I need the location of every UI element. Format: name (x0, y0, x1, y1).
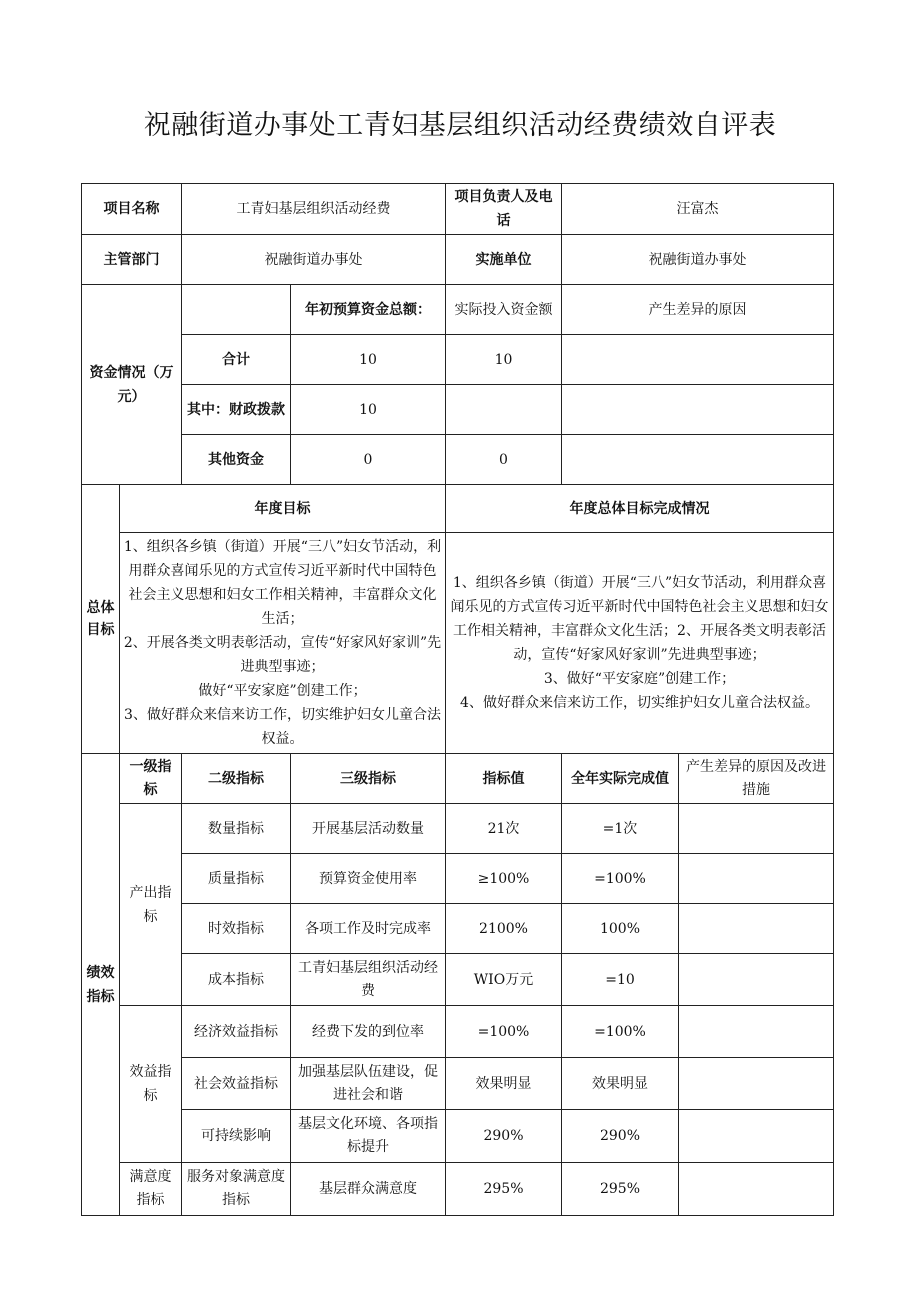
funds-row-actual (446, 385, 562, 435)
goal-done-line: 3、做好“平安家庭”创建工作； (543, 671, 736, 687)
goals-label: 总体目标 (82, 485, 120, 754)
actual-header: 全年实际完成值 (562, 754, 679, 804)
goals-header-row (82, 485, 834, 533)
page-title: 祝融街道办事处工青妇基层组织活动经费绩效自评表 (143, 110, 777, 141)
performance-label: 绩效指标 (82, 754, 120, 1216)
indicator-row (82, 1058, 834, 1110)
indicator-level2: 时效指标 (182, 904, 291, 954)
goals-done-text (446, 533, 834, 754)
indicator-row (82, 1006, 834, 1058)
indicator-level2: 数量指标 (182, 804, 291, 854)
indicator-actual: =100% (562, 1006, 679, 1058)
indicator-value: 290% (446, 1110, 562, 1163)
indicator-actual: 效果明显 (562, 1058, 679, 1110)
funds-budget-header: 年初预算资金总额： (291, 285, 446, 335)
implementer-value: 祝融街道办事处 (562, 235, 834, 285)
funds-row-budget: 0 (291, 435, 446, 485)
project-name-label: 项目名称 (82, 184, 182, 235)
department-row (82, 235, 834, 285)
indicator-value: 21次 (446, 804, 562, 854)
indicator-level1: 效益指标 (120, 1006, 182, 1163)
goals-target-header: 年度目标 (120, 485, 446, 533)
funds-row-budget: 10 (291, 335, 446, 385)
department-value: 祝融街道办事处 (182, 235, 446, 285)
goal-target-line: 3、做好群众来信来访工作，切实维护妇女儿童合法权益。 (124, 707, 441, 747)
funds-row-reason (562, 335, 834, 385)
indicator-value: =100% (446, 1006, 562, 1058)
reason-header: 产生差异的原因及改进措施 (679, 754, 834, 804)
indicator-reason (679, 1058, 834, 1110)
indicator-level3: 加强基层队伍建设，促进社会和谐 (291, 1058, 446, 1110)
funds-row-label: 其中：财政拨款 (182, 385, 291, 435)
indicator-level3: 开展基层活动数量 (291, 804, 446, 854)
self-evaluation-table (81, 183, 834, 1216)
funds-row-label: 合计 (182, 335, 291, 385)
implementer-label: 实施单位 (446, 235, 562, 285)
indicator-row (82, 804, 834, 854)
goals-target-text (120, 533, 446, 754)
funds-row-reason (562, 385, 834, 435)
indicator-level2: 社会效益指标 (182, 1058, 291, 1110)
indicator-level3: 经费下发的到位率 (291, 1006, 446, 1058)
performance-header-row (82, 754, 834, 804)
funds-row (82, 385, 834, 435)
goal-done-line: 4、做好群众来信来访工作，切实维护妇女儿童合法权益。 (460, 695, 819, 711)
project-name-row (82, 184, 834, 235)
indicator-value: WIO万元 (446, 954, 562, 1006)
indicator-level1: 产出指标 (120, 804, 182, 1006)
indicator-level3: 工青妇基层组织活动经费 (291, 954, 446, 1006)
indicator-value: 295% (446, 1163, 562, 1216)
indicator-level2: 服务对象满意度指标 (182, 1163, 291, 1216)
level1-header: 一级指标 (120, 754, 182, 804)
indicator-level1: 满意度指标 (120, 1163, 182, 1216)
indicator-reason (679, 804, 834, 854)
indicator-level3: 预算资金使用率 (291, 854, 446, 904)
indicator-row (82, 904, 834, 954)
indicator-row (82, 854, 834, 904)
funds-blank-cell (182, 285, 291, 335)
indicator-actual: =1次 (562, 804, 679, 854)
funds-row-actual: 0 (446, 435, 562, 485)
goal-target-line: 1、组织各乡镇（街道）开展“三八”妇女节活动，利用群众喜闻乐见的方式宣传习近平新时代中国特色社会主义思想和妇女工作相关精神，丰富群众文化生活； (123, 539, 442, 627)
level2-header: 二级指标 (182, 754, 291, 804)
indicator-level2: 成本指标 (182, 954, 291, 1006)
indicator-row (82, 1110, 834, 1163)
indicator-value: 效果明显 (446, 1058, 562, 1110)
goal-done-line: 1、组织各乡镇（街道）开展“三八”妇女节活动，利用群众喜闻乐见的方式宣传习近平新时代中国特色社会主义思想和妇女工作相关精神，丰富群众文化生活；2、开展各类文明表彰活动，宣传“好家风好家训”先进典型事迹； (450, 575, 829, 663)
level3-header: 三级指标 (291, 754, 446, 804)
indicator-reason (679, 1006, 834, 1058)
indicator-level2: 经济效益指标 (182, 1006, 291, 1058)
project-leader-value: 汪富杰 (562, 184, 834, 235)
indicator-reason (679, 1110, 834, 1163)
funds-row-label: 其他资金 (182, 435, 291, 485)
funds-header-row (82, 285, 834, 335)
indicator-reason (679, 904, 834, 954)
goals-done-header: 年度总体目标完成情况 (446, 485, 834, 533)
indicator-actual: 290% (562, 1110, 679, 1163)
indicator-level3: 基层文化环境、各项指标提升 (291, 1110, 446, 1163)
indicator-actual: 295% (562, 1163, 679, 1216)
funds-label: 资金情况（万元） (82, 285, 182, 485)
funds-reason-header: 产生差异的原因 (562, 285, 834, 335)
indicator-actual: 100% (562, 904, 679, 954)
indicator-value: 2100% (446, 904, 562, 954)
goal-target-line: 2、开展各类文明表彰活动，宣传“好家风好家训”先进典型事迹； (123, 635, 442, 675)
indicator-row (82, 1163, 834, 1216)
goals-content-row (82, 533, 834, 754)
goal-target-line: 做好“平安家庭”创建工作； (198, 683, 367, 699)
indicator-level2: 质量指标 (182, 854, 291, 904)
indicator-level2: 可持续影响 (182, 1110, 291, 1163)
indicator-row (82, 954, 834, 1006)
indicator-reason (679, 954, 834, 1006)
funds-row (82, 435, 834, 485)
funds-actual-header: 实际投入资金额 (446, 285, 562, 335)
funds-row-reason (562, 435, 834, 485)
department-label: 主管部门 (82, 235, 182, 285)
project-name-value: 工青妇基层组织活动经费 (182, 184, 446, 235)
funds-row-budget: 10 (291, 385, 446, 435)
indicator-level3: 基层群众满意度 (291, 1163, 446, 1216)
funds-row (82, 335, 834, 385)
indicator-value: ≥100% (446, 854, 562, 904)
indicator-level3: 各项工作及时完成率 (291, 904, 446, 954)
funds-row-actual: 10 (446, 335, 562, 385)
indicator-reason (679, 1163, 834, 1216)
project-leader-label: 项目负责人及电话 (446, 184, 562, 235)
value-header: 指标值 (446, 754, 562, 804)
indicator-actual: =100% (562, 854, 679, 904)
indicator-reason (679, 854, 834, 904)
indicator-actual: =10 (562, 954, 679, 1006)
